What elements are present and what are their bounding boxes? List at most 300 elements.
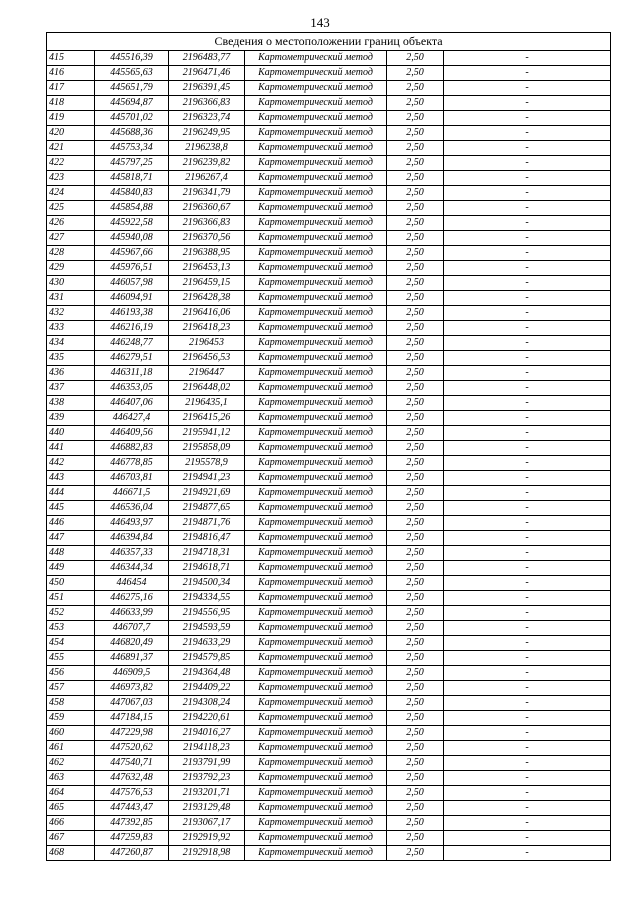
accuracy-cell: 2,50 [387, 531, 444, 546]
y-coordinate-cell: 2193201,71 [169, 786, 245, 801]
method-cell: Картометрический метод [245, 576, 387, 591]
x-coordinate-cell: 445651,79 [95, 81, 169, 96]
y-coordinate-cell: 2196360,67 [169, 201, 245, 216]
description-cell: - [444, 831, 611, 846]
x-coordinate-cell: 446707,7 [95, 621, 169, 636]
description-cell: - [444, 441, 611, 456]
table-row [47, 726, 611, 741]
point-number-cell: 434 [47, 336, 95, 351]
description-cell: - [444, 471, 611, 486]
y-coordinate-cell: 2196249,95 [169, 126, 245, 141]
x-coordinate-cell: 447260,87 [95, 846, 169, 861]
method-cell: Картометрический метод [245, 846, 387, 861]
description-cell: - [444, 216, 611, 231]
x-coordinate-cell: 446882,83 [95, 441, 169, 456]
method-cell: Картометрический метод [245, 141, 387, 156]
accuracy-cell: 2,50 [387, 261, 444, 276]
y-coordinate-cell: 2194816,47 [169, 531, 245, 546]
description-cell: - [444, 576, 611, 591]
table-row [47, 651, 611, 666]
description-cell: - [444, 666, 611, 681]
table-row [47, 576, 611, 591]
accuracy-cell: 2,50 [387, 606, 444, 621]
table-row [47, 426, 611, 441]
y-coordinate-cell: 2196435,1 [169, 396, 245, 411]
method-cell: Картометрический метод [245, 801, 387, 816]
accuracy-cell: 2,50 [387, 126, 444, 141]
table-row [47, 201, 611, 216]
method-cell: Картометрический метод [245, 126, 387, 141]
point-number-cell: 415 [47, 51, 95, 66]
method-cell: Картометрический метод [245, 711, 387, 726]
boundary-coordinates-table [46, 32, 611, 861]
table-row [47, 51, 611, 66]
method-cell: Картометрический метод [245, 771, 387, 786]
description-cell: - [444, 546, 611, 561]
method-cell: Картометрический метод [245, 246, 387, 261]
x-coordinate-cell: 446820,49 [95, 636, 169, 651]
table-row [47, 621, 611, 636]
y-coordinate-cell: 2192919,92 [169, 831, 245, 846]
y-coordinate-cell: 2194718,31 [169, 546, 245, 561]
table-row [47, 126, 611, 141]
table-row [47, 246, 611, 261]
x-coordinate-cell: 446778,85 [95, 456, 169, 471]
y-coordinate-cell: 2196341,79 [169, 186, 245, 201]
point-number-cell: 427 [47, 231, 95, 246]
method-cell: Картометрический метод [245, 486, 387, 501]
point-number-cell: 440 [47, 426, 95, 441]
x-coordinate-cell: 446671,5 [95, 486, 169, 501]
method-cell: Картометрический метод [245, 756, 387, 771]
method-cell: Картометрический метод [245, 381, 387, 396]
description-cell: - [444, 756, 611, 771]
x-coordinate-cell: 447067,03 [95, 696, 169, 711]
table-row [47, 171, 611, 186]
description-cell: - [444, 621, 611, 636]
table-body [47, 51, 611, 861]
method-cell: Картометрический метод [245, 741, 387, 756]
y-coordinate-cell: 2196238,8 [169, 141, 245, 156]
accuracy-cell: 2,50 [387, 81, 444, 96]
method-cell: Картометрический метод [245, 651, 387, 666]
description-cell: - [444, 336, 611, 351]
method-cell: Картометрический метод [245, 471, 387, 486]
x-coordinate-cell: 445516,39 [95, 51, 169, 66]
table-row [47, 846, 611, 861]
description-cell: - [444, 561, 611, 576]
accuracy-cell: 2,50 [387, 621, 444, 636]
y-coordinate-cell: 2193067,17 [169, 816, 245, 831]
point-number-cell: 463 [47, 771, 95, 786]
y-coordinate-cell: 2194409,22 [169, 681, 245, 696]
description-cell: - [444, 696, 611, 711]
x-coordinate-cell: 445694,87 [95, 96, 169, 111]
x-coordinate-cell: 447229,98 [95, 726, 169, 741]
table-row [47, 261, 611, 276]
description-cell: - [444, 771, 611, 786]
x-coordinate-cell: 445701,02 [95, 111, 169, 126]
y-coordinate-cell: 2196456,53 [169, 351, 245, 366]
y-coordinate-cell: 2194579,85 [169, 651, 245, 666]
point-number-cell: 422 [47, 156, 95, 171]
accuracy-cell: 2,50 [387, 216, 444, 231]
accuracy-cell: 2,50 [387, 486, 444, 501]
method-cell: Картометрический метод [245, 336, 387, 351]
method-cell: Картометрический метод [245, 636, 387, 651]
point-number-cell: 449 [47, 561, 95, 576]
table-row [47, 816, 611, 831]
table-row [47, 801, 611, 816]
description-cell: - [444, 51, 611, 66]
y-coordinate-cell: 2194941,23 [169, 471, 245, 486]
accuracy-cell: 2,50 [387, 846, 444, 861]
table-row [47, 276, 611, 291]
accuracy-cell: 2,50 [387, 456, 444, 471]
x-coordinate-cell: 446633,99 [95, 606, 169, 621]
x-coordinate-cell: 446703,81 [95, 471, 169, 486]
point-number-cell: 448 [47, 546, 95, 561]
description-cell: - [444, 276, 611, 291]
accuracy-cell: 2,50 [387, 156, 444, 171]
point-number-cell: 417 [47, 81, 95, 96]
y-coordinate-cell: 2193129,48 [169, 801, 245, 816]
point-number-cell: 452 [47, 606, 95, 621]
x-coordinate-cell: 447540,71 [95, 756, 169, 771]
description-cell: - [444, 186, 611, 201]
accuracy-cell: 2,50 [387, 681, 444, 696]
accuracy-cell: 2,50 [387, 51, 444, 66]
method-cell: Картометрический метод [245, 441, 387, 456]
x-coordinate-cell: 445922,58 [95, 216, 169, 231]
table-row [47, 81, 611, 96]
accuracy-cell: 2,50 [387, 516, 444, 531]
y-coordinate-cell: 2195578,9 [169, 456, 245, 471]
accuracy-cell: 2,50 [387, 366, 444, 381]
table-row [47, 141, 611, 156]
description-cell: - [444, 786, 611, 801]
table-row [47, 546, 611, 561]
y-coordinate-cell: 2194556,95 [169, 606, 245, 621]
table-row [47, 66, 611, 81]
method-cell: Картометрический метод [245, 66, 387, 81]
point-number-cell: 447 [47, 531, 95, 546]
point-number-cell: 468 [47, 846, 95, 861]
table-row [47, 381, 611, 396]
description-cell: - [444, 81, 611, 96]
point-number-cell: 462 [47, 756, 95, 771]
method-cell: Картометрический метод [245, 531, 387, 546]
method-cell: Картометрический метод [245, 366, 387, 381]
point-number-cell: 442 [47, 456, 95, 471]
method-cell: Картометрический метод [245, 621, 387, 636]
description-cell: - [444, 741, 611, 756]
accuracy-cell: 2,50 [387, 801, 444, 816]
x-coordinate-cell: 446427,4 [95, 411, 169, 426]
point-number-cell: 421 [47, 141, 95, 156]
accuracy-cell: 2,50 [387, 441, 444, 456]
x-coordinate-cell: 447259,83 [95, 831, 169, 846]
table-row [47, 321, 611, 336]
point-number-cell: 430 [47, 276, 95, 291]
method-cell: Картометрический метод [245, 96, 387, 111]
method-cell: Картометрический метод [245, 231, 387, 246]
table-row [47, 756, 611, 771]
method-cell: Картометрический метод [245, 171, 387, 186]
x-coordinate-cell: 446409,56 [95, 426, 169, 441]
table-row [47, 681, 611, 696]
description-cell: - [444, 366, 611, 381]
method-cell: Картометрический метод [245, 501, 387, 516]
table-row [47, 411, 611, 426]
description-cell: - [444, 141, 611, 156]
accuracy-cell: 2,50 [387, 471, 444, 486]
description-cell: - [444, 381, 611, 396]
point-number-cell: 420 [47, 126, 95, 141]
table-row [47, 516, 611, 531]
method-cell: Картометрический метод [245, 216, 387, 231]
method-cell: Картометрический метод [245, 351, 387, 366]
point-number-cell: 457 [47, 681, 95, 696]
point-number-cell: 461 [47, 741, 95, 756]
description-cell: - [444, 396, 611, 411]
y-coordinate-cell: 2194334,55 [169, 591, 245, 606]
point-number-cell: 450 [47, 576, 95, 591]
description-cell: - [444, 426, 611, 441]
method-cell: Картометрический метод [245, 396, 387, 411]
point-number-cell: 454 [47, 636, 95, 651]
method-cell: Картометрический метод [245, 186, 387, 201]
description-cell: - [444, 606, 611, 621]
point-number-cell: 466 [47, 816, 95, 831]
description-cell: - [444, 156, 611, 171]
y-coordinate-cell: 2194016,27 [169, 726, 245, 741]
y-coordinate-cell: 2196483,77 [169, 51, 245, 66]
x-coordinate-cell: 446248,77 [95, 336, 169, 351]
point-number-cell: 429 [47, 261, 95, 276]
y-coordinate-cell: 2196391,45 [169, 81, 245, 96]
y-coordinate-cell: 2193792,23 [169, 771, 245, 786]
x-coordinate-cell: 446357,33 [95, 546, 169, 561]
x-coordinate-cell: 446193,38 [95, 306, 169, 321]
x-coordinate-cell: 447520,62 [95, 741, 169, 756]
point-number-cell: 419 [47, 111, 95, 126]
table-row [47, 351, 611, 366]
description-cell: - [444, 126, 611, 141]
accuracy-cell: 2,50 [387, 831, 444, 846]
accuracy-cell: 2,50 [387, 651, 444, 666]
accuracy-cell: 2,50 [387, 546, 444, 561]
table-row [47, 696, 611, 711]
point-number-cell: 435 [47, 351, 95, 366]
method-cell: Картометрический метод [245, 291, 387, 306]
table-row [47, 186, 611, 201]
description-cell: - [444, 66, 611, 81]
point-number-cell: 465 [47, 801, 95, 816]
accuracy-cell: 2,50 [387, 711, 444, 726]
method-cell: Картометрический метод [245, 591, 387, 606]
accuracy-cell: 2,50 [387, 771, 444, 786]
table-row [47, 156, 611, 171]
method-cell: Картометрический метод [245, 681, 387, 696]
description-cell: - [444, 726, 611, 741]
description-cell: - [444, 171, 611, 186]
accuracy-cell: 2,50 [387, 696, 444, 711]
table-row [47, 606, 611, 621]
accuracy-cell: 2,50 [387, 291, 444, 306]
method-cell: Картометрический метод [245, 81, 387, 96]
point-number-cell: 418 [47, 96, 95, 111]
table-row [47, 666, 611, 681]
y-coordinate-cell: 2196459,15 [169, 276, 245, 291]
y-coordinate-cell: 2194633,29 [169, 636, 245, 651]
point-number-cell: 431 [47, 291, 95, 306]
method-cell: Картометрический метод [245, 426, 387, 441]
y-coordinate-cell: 2196415,26 [169, 411, 245, 426]
y-coordinate-cell: 2194308,24 [169, 696, 245, 711]
description-cell: - [444, 486, 611, 501]
accuracy-cell: 2,50 [387, 501, 444, 516]
accuracy-cell: 2,50 [387, 561, 444, 576]
accuracy-cell: 2,50 [387, 591, 444, 606]
table-row [47, 291, 611, 306]
accuracy-cell: 2,50 [387, 816, 444, 831]
accuracy-cell: 2,50 [387, 381, 444, 396]
x-coordinate-cell: 447632,48 [95, 771, 169, 786]
description-cell: - [444, 231, 611, 246]
x-coordinate-cell: 447392,85 [95, 816, 169, 831]
x-coordinate-cell: 445940,08 [95, 231, 169, 246]
x-coordinate-cell: 446536,04 [95, 501, 169, 516]
y-coordinate-cell: 2196388,95 [169, 246, 245, 261]
method-cell: Картометрический метод [245, 546, 387, 561]
accuracy-cell: 2,50 [387, 171, 444, 186]
y-coordinate-cell: 2196323,74 [169, 111, 245, 126]
y-coordinate-cell: 2195941,12 [169, 426, 245, 441]
x-coordinate-cell: 445688,36 [95, 126, 169, 141]
method-cell: Картометрический метод [245, 561, 387, 576]
description-cell: - [444, 591, 611, 606]
accuracy-cell: 2,50 [387, 246, 444, 261]
point-number-cell: 460 [47, 726, 95, 741]
method-cell: Картометрический метод [245, 411, 387, 426]
point-number-cell: 459 [47, 711, 95, 726]
point-number-cell: 426 [47, 216, 95, 231]
x-coordinate-cell: 446279,51 [95, 351, 169, 366]
description-cell: - [444, 636, 611, 651]
description-cell: - [444, 201, 611, 216]
x-coordinate-cell: 446909,5 [95, 666, 169, 681]
accuracy-cell: 2,50 [387, 186, 444, 201]
description-cell: - [444, 846, 611, 861]
y-coordinate-cell: 2196448,02 [169, 381, 245, 396]
point-number-cell: 445 [47, 501, 95, 516]
table-row [47, 306, 611, 321]
accuracy-cell: 2,50 [387, 741, 444, 756]
x-coordinate-cell: 447184,15 [95, 711, 169, 726]
y-coordinate-cell: 2196428,38 [169, 291, 245, 306]
table-row [47, 786, 611, 801]
description-cell: - [444, 711, 611, 726]
method-cell: Картометрический метод [245, 276, 387, 291]
table-row [47, 561, 611, 576]
method-cell: Картометрический метод [245, 261, 387, 276]
description-cell: - [444, 651, 611, 666]
accuracy-cell: 2,50 [387, 426, 444, 441]
y-coordinate-cell: 2194364,48 [169, 666, 245, 681]
y-coordinate-cell: 2196447 [169, 366, 245, 381]
description-cell: - [444, 456, 611, 471]
x-coordinate-cell: 446394,84 [95, 531, 169, 546]
y-coordinate-cell: 2196416,06 [169, 306, 245, 321]
table-row [47, 531, 611, 546]
point-number-cell: 464 [47, 786, 95, 801]
x-coordinate-cell: 446454 [95, 576, 169, 591]
x-coordinate-cell: 445840,83 [95, 186, 169, 201]
method-cell: Картометрический метод [245, 666, 387, 681]
table-row [47, 336, 611, 351]
description-cell: - [444, 261, 611, 276]
point-number-cell: 455 [47, 651, 95, 666]
table-row [47, 636, 611, 651]
y-coordinate-cell: 2196366,83 [169, 216, 245, 231]
table-row [47, 366, 611, 381]
table-row [47, 96, 611, 111]
accuracy-cell: 2,50 [387, 756, 444, 771]
y-coordinate-cell: 2194593,59 [169, 621, 245, 636]
point-number-cell: 446 [47, 516, 95, 531]
accuracy-cell: 2,50 [387, 411, 444, 426]
table-row [47, 456, 611, 471]
accuracy-cell: 2,50 [387, 576, 444, 591]
x-coordinate-cell: 446094,91 [95, 291, 169, 306]
method-cell: Картометрический метод [245, 726, 387, 741]
description-cell: - [444, 321, 611, 336]
x-coordinate-cell: 446353,05 [95, 381, 169, 396]
accuracy-cell: 2,50 [387, 666, 444, 681]
point-number-cell: 443 [47, 471, 95, 486]
point-number-cell: 432 [47, 306, 95, 321]
point-number-cell: 444 [47, 486, 95, 501]
table-row [47, 216, 611, 231]
description-cell: - [444, 816, 611, 831]
description-cell: - [444, 681, 611, 696]
y-coordinate-cell: 2194220,61 [169, 711, 245, 726]
table-row [47, 441, 611, 456]
description-cell: - [444, 96, 611, 111]
y-coordinate-cell: 2193791,99 [169, 756, 245, 771]
method-cell: Картометрический метод [245, 306, 387, 321]
accuracy-cell: 2,50 [387, 351, 444, 366]
y-coordinate-cell: 2192918,98 [169, 846, 245, 861]
table-title: Сведения о местоположении границ объекта [47, 33, 611, 51]
method-cell: Картометрический метод [245, 456, 387, 471]
accuracy-cell: 2,50 [387, 396, 444, 411]
accuracy-cell: 2,50 [387, 201, 444, 216]
accuracy-cell: 2,50 [387, 231, 444, 246]
table-row [47, 831, 611, 846]
description-cell: - [444, 531, 611, 546]
y-coordinate-cell: 2196453,13 [169, 261, 245, 276]
method-cell: Картометрический метод [245, 696, 387, 711]
y-coordinate-cell: 2194921,69 [169, 486, 245, 501]
description-cell: - [444, 516, 611, 531]
method-cell: Картометрический метод [245, 816, 387, 831]
y-coordinate-cell: 2196418,23 [169, 321, 245, 336]
description-cell: - [444, 501, 611, 516]
y-coordinate-cell: 2196453 [169, 336, 245, 351]
point-number-cell: 433 [47, 321, 95, 336]
